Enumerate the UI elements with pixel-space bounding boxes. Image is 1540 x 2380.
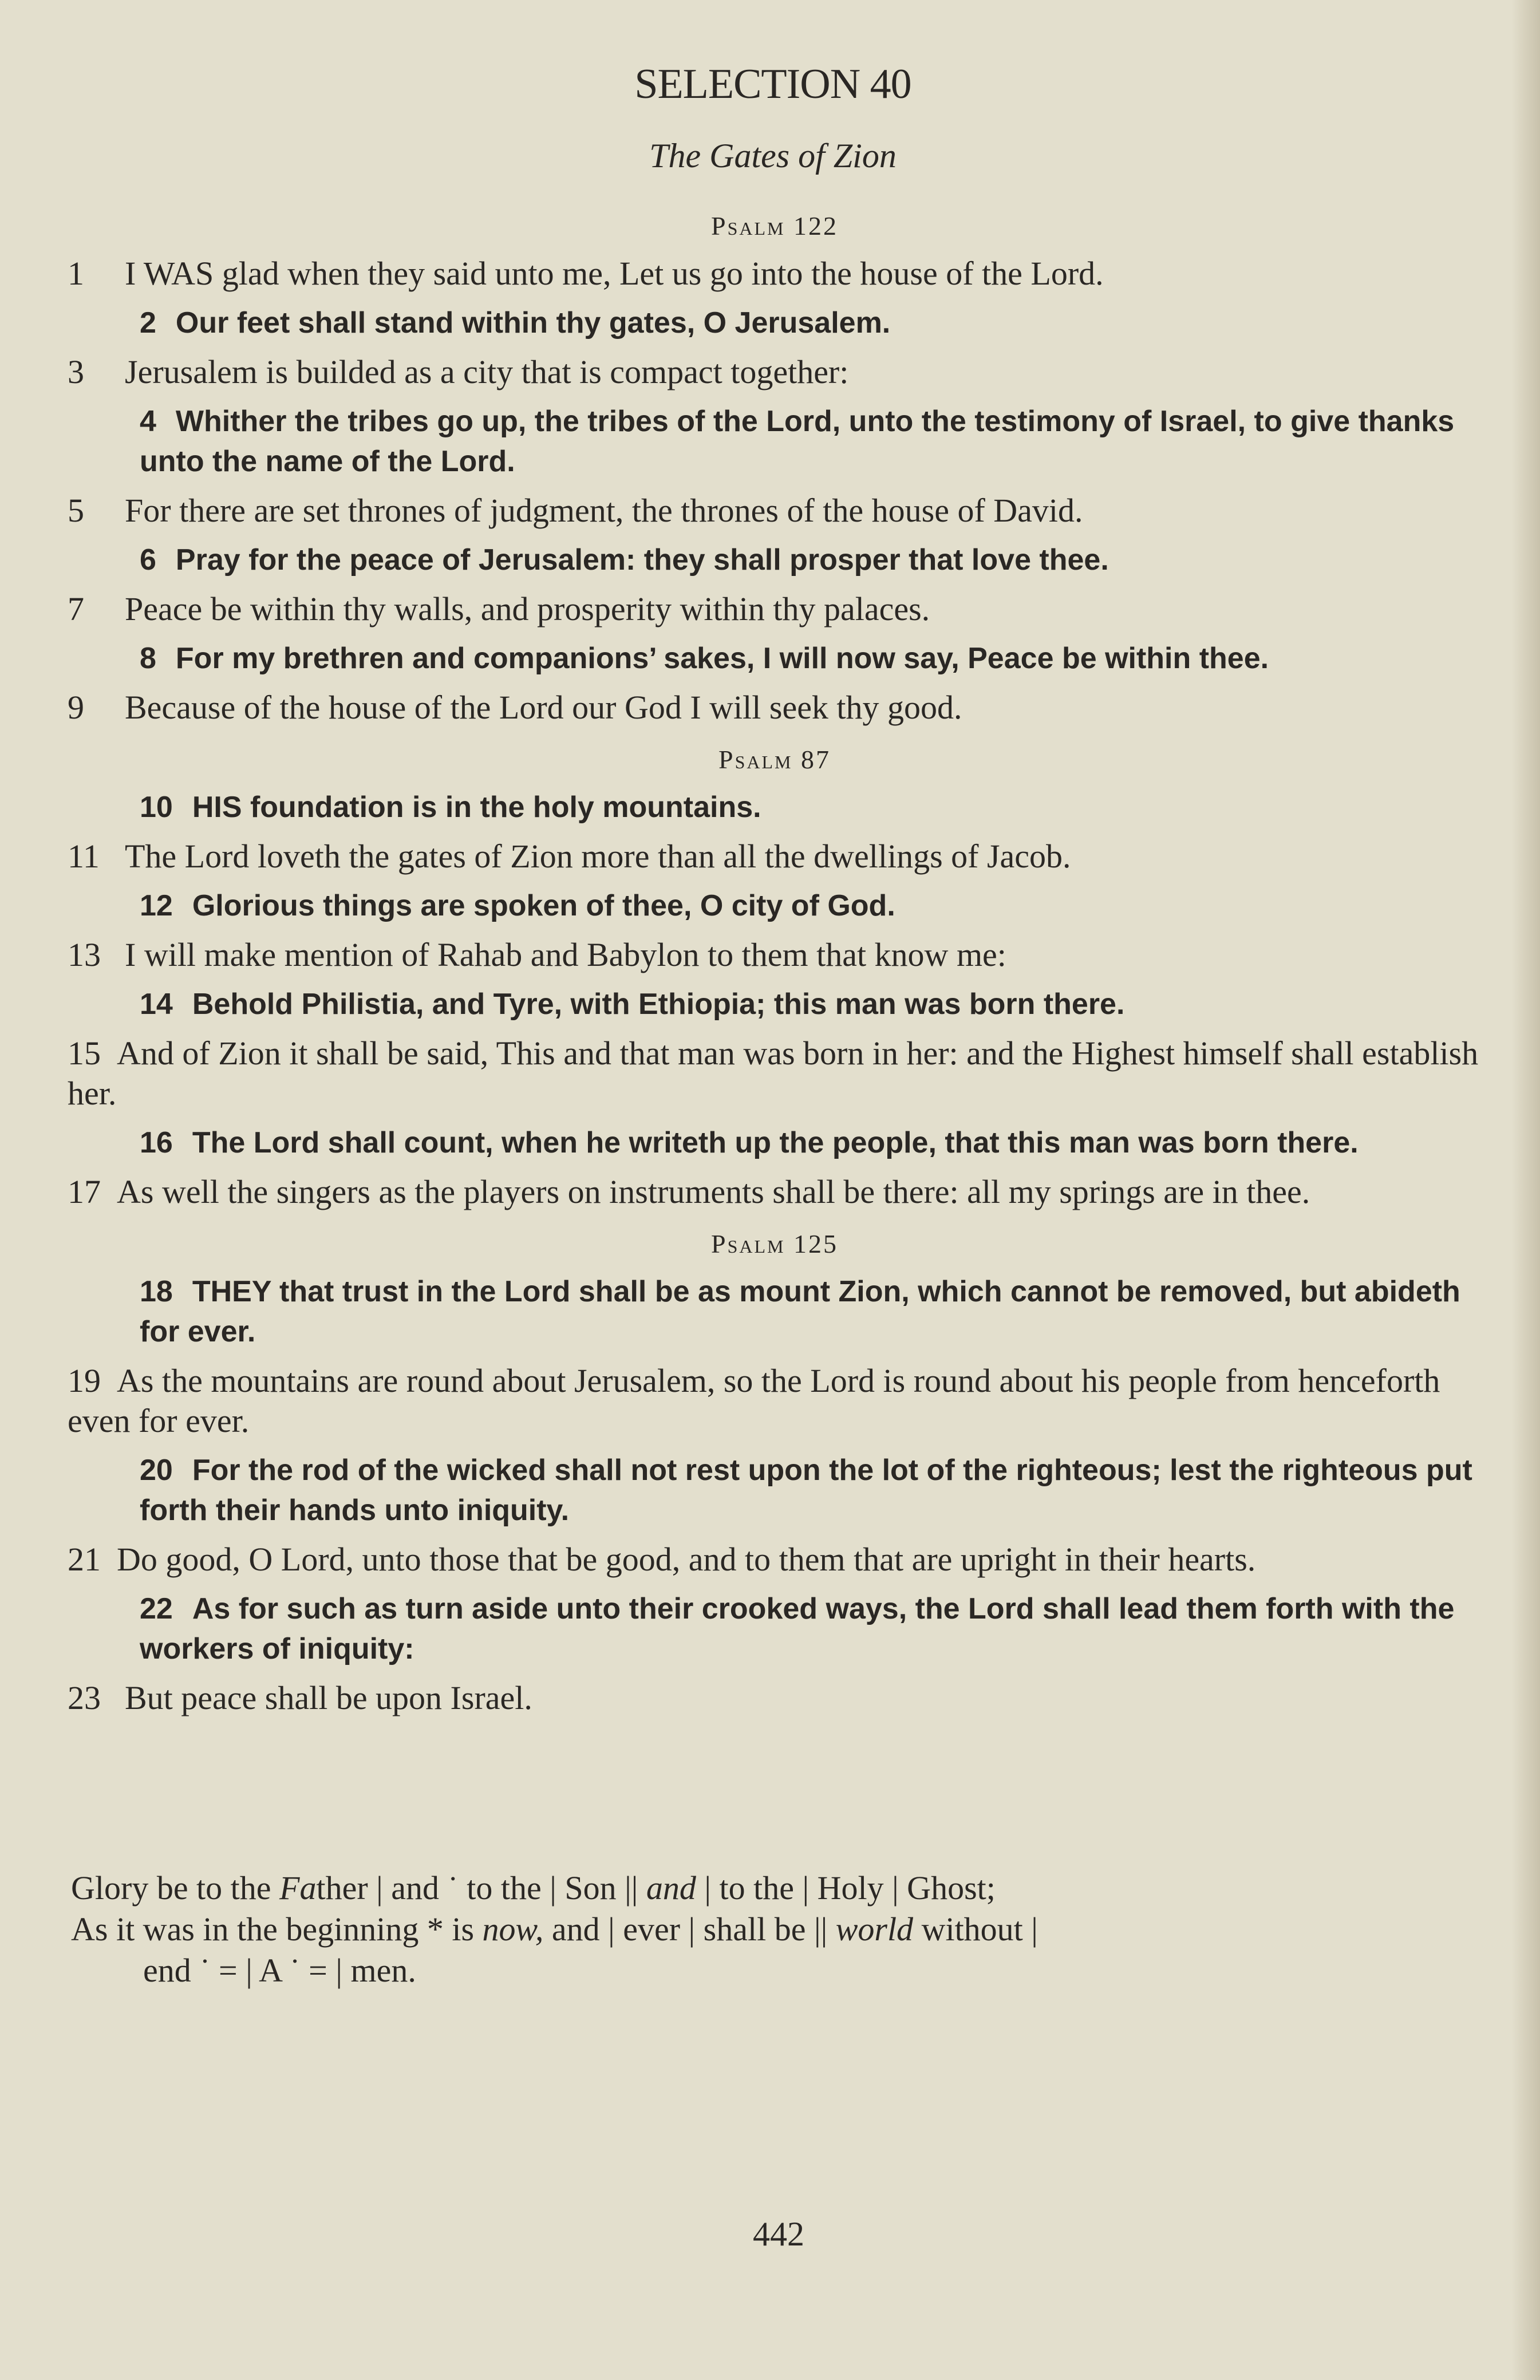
verse-text: THEY that trust in the Lord shall be as mount Zion, which cannot be removed, but abideth for ever. <box>140 1275 1460 1348</box>
verse-number: 10 <box>140 791 173 824</box>
verse-number: 14 <box>140 988 173 1021</box>
verse-15 <box>68 1033 1482 1114</box>
verse-text: As for such as turn aside unto their crooked ways, the Lord shall lead them forth with the workers of iniquity: <box>140 1592 1455 1665</box>
verse-text: For my brethren and companions’ sakes, I will now say, Peace be within thee. <box>175 642 1269 675</box>
verse-number: 16 <box>140 1126 173 1159</box>
page-subtitle: The Gates of Zion <box>649 137 897 175</box>
verse-13 <box>68 935 1482 975</box>
verse-number: 7 <box>68 590 84 627</box>
psalm-heading: Psalm 125 <box>711 1229 838 1258</box>
verse-text: HIS foundation is in the holy mountains. <box>192 791 761 824</box>
verse-text: Jerusalem is builded as a city that is compact together: <box>125 353 849 390</box>
verse-text: Peace be within thy walls, and prosperity within thy palaces. <box>125 590 930 627</box>
verse-number: 19 <box>68 1362 101 1399</box>
verse-text: Behold Philistia, and Tyre, with Ethiopia; this man was born there. <box>192 988 1125 1021</box>
verse-text: For there are set thrones of judgment, the thrones of the house of David. <box>125 492 1083 529</box>
verse-text: Our feet shall stand within thy gates, O Jerusalem. <box>175 306 891 340</box>
verse-number: 6 <box>140 543 156 577</box>
verse-text: The Lord loveth the gates of Zion more than all the dwellings of Jacob. <box>125 838 1071 875</box>
verse-text: And of Zion it shall be said, This and that man was born in her: and the Highest himself shall establish her. <box>68 1035 1479 1112</box>
verse-12 <box>68 886 1482 926</box>
page-number: 442 <box>753 2215 804 2253</box>
verse-number: 23 <box>68 1679 101 1716</box>
verse-text: As the mountains are round about Jerusalem, so the Lord is round about his people from henceforth even for ever. <box>68 1362 1440 1439</box>
verse-16 <box>68 1123 1482 1163</box>
page-title: SELECTION 40 <box>634 61 911 108</box>
verse-text: I will make mention of Rahab and Babylon to them that know me: <box>125 936 1006 973</box>
verse-number: 5 <box>68 492 84 529</box>
verse-number: 4 <box>140 405 156 438</box>
verse-number: 9 <box>68 689 84 726</box>
verse-text: Do good, O Lord, unto those that be good, and to them that are upright in their hearts. <box>117 1541 1256 1578</box>
verse-1 <box>68 254 1482 294</box>
gloria-line-2: As it was in the beginning * is now, and | ever | shall be || world without | <box>71 1911 1038 1948</box>
verse-14 <box>68 984 1482 1024</box>
verse-number: 13 <box>68 936 101 973</box>
verse-23 <box>68 1678 1482 1718</box>
verse-number: 21 <box>68 1541 101 1578</box>
verse-11 <box>68 836 1482 877</box>
scripture-text <box>68 203 1482 1727</box>
gloria-line-1: Glory be to the Father | and ˙ to the | Son || and | to the | Holy | Ghost; <box>71 1869 996 1907</box>
verse-20 <box>68 1450 1482 1530</box>
page-edge-shadow <box>1511 0 1540 2380</box>
verse-8 <box>68 638 1482 678</box>
verse-19 <box>68 1361 1482 1441</box>
verse-number: 8 <box>140 642 156 675</box>
verse-7 <box>68 589 1482 629</box>
verse-17 <box>68 1172 1482 1212</box>
verse-6 <box>68 540 1482 580</box>
verse-number: 2 <box>140 306 156 340</box>
verse-5 <box>68 491 1482 531</box>
verse-number: 20 <box>140 1454 173 1487</box>
verse-number: 1 <box>68 255 84 292</box>
verse-18 <box>68 1272 1482 1352</box>
verse-3 <box>68 352 1482 392</box>
psalm-heading: Psalm 122 <box>711 211 838 240</box>
verse-9 <box>68 688 1482 728</box>
verse-10 <box>68 787 1482 827</box>
verse-number: 17 <box>68 1173 101 1210</box>
verse-text: The Lord shall count, when he writeth up the people, that this man was born there. <box>192 1126 1359 1159</box>
verse-2 <box>68 303 1482 343</box>
gloria-line-3: end ˙ = | A ˙ = | men. <box>143 1952 416 1989</box>
verse-text: But peace shall be upon Israel. <box>125 1679 532 1716</box>
verse-number: 3 <box>68 353 84 390</box>
verse-number: 22 <box>140 1592 173 1625</box>
psalm-heading: Psalm 87 <box>718 745 831 774</box>
verse-number: 11 <box>68 838 100 875</box>
verse-22 <box>68 1589 1482 1669</box>
verse-number: 15 <box>68 1035 101 1072</box>
verse-text: Pray for the peace of Jerusalem: they shall prosper that love thee. <box>175 543 1109 577</box>
verse-text: For the rod of the wicked shall not rest upon the lot of the righteous; lest the righteous put forth their hands unto iniquity. <box>140 1454 1472 1527</box>
verse-number: 18 <box>140 1275 173 1308</box>
verse-21 <box>68 1540 1482 1580</box>
verse-text: As well the singers as the players on instruments shall be there: all my springs are in thee. <box>117 1173 1310 1210</box>
gloria-patri <box>71 1868 1482 1991</box>
verse-text: Because of the house of the Lord our God I will seek thy good. <box>125 689 962 726</box>
verse-text: Whither the tribes go up, the tribes of the Lord, unto the testimony of Israel, to give thanks unto the name of the Lord. <box>140 405 1455 478</box>
verse-number: 12 <box>140 889 173 922</box>
verse-text: Glorious things are spoken of thee, O city of God. <box>192 889 895 922</box>
verse-text: I WAS glad when they said unto me, Let us go into the house of the Lord. <box>125 255 1104 292</box>
verse-4 <box>68 401 1482 481</box>
